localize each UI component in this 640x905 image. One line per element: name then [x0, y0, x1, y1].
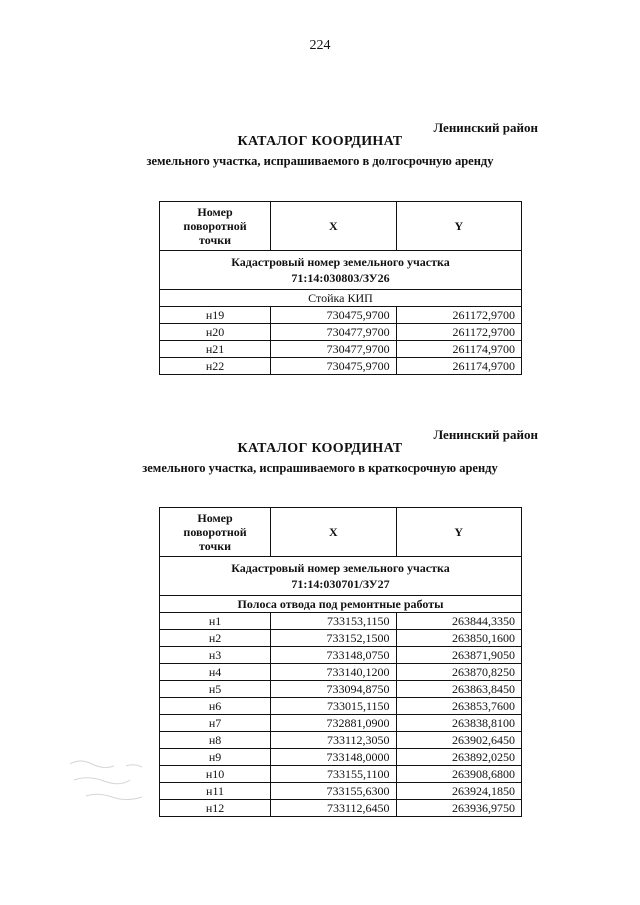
header-point-number: Номер поворотной точки [160, 202, 271, 251]
x-cell: 733155,1100 [271, 766, 396, 783]
x-cell: 733153,1150 [271, 613, 396, 630]
table-row [160, 630, 522, 647]
catalog-title: КАТАЛОГ КООРДИНАТ [237, 134, 403, 149]
point-cell: н19 [160, 307, 271, 324]
table-row [160, 647, 522, 664]
catalog-title: КАТАЛОГ КООРДИНАТ [237, 441, 403, 456]
x-cell: 730477,9700 [271, 324, 396, 341]
x-cell: 733112,6450 [271, 800, 396, 817]
y-cell: 263902,6450 [396, 732, 521, 749]
catalog-subtitle: земельного участка, испрашиваемого в долгосрочную аренду [146, 154, 494, 168]
y-cell: 261174,9700 [396, 341, 521, 358]
table-row [160, 732, 522, 749]
x-cell: 730475,9700 [271, 307, 396, 324]
point-cell: н1 [160, 613, 271, 630]
object-name-row [160, 290, 522, 307]
x-cell: 730475,9700 [271, 358, 396, 375]
point-cell: н12 [160, 800, 271, 817]
table-body [160, 613, 522, 817]
y-cell: 261172,9700 [396, 307, 521, 324]
catalog-subtitle: земельного участка, испрашиваемого в краткосрочную аренду [142, 461, 498, 475]
cadastral-label: Кадастровый номер земельного участка [231, 255, 450, 269]
table-row [160, 664, 522, 681]
object-name-row [160, 596, 522, 613]
table-row [160, 681, 522, 698]
coordinates-table-1 [159, 201, 522, 375]
y-cell: 263853,7600 [396, 698, 521, 715]
table-row [160, 358, 522, 375]
y-cell: 261174,9700 [396, 358, 521, 375]
table-row [160, 307, 522, 324]
district-label: Ленинский район [433, 120, 538, 135]
y-cell: 263871,9050 [396, 647, 521, 664]
cadastral-cell [160, 557, 522, 596]
table-row [160, 766, 522, 783]
y-cell: 263863,8450 [396, 681, 521, 698]
table-header-row [160, 202, 522, 251]
y-cell: 261172,9700 [396, 324, 521, 341]
faint-stamp-mark [66, 752, 176, 812]
point-cell: н9 [160, 749, 271, 766]
cadastral-row [160, 557, 522, 596]
header-y: Y [396, 508, 521, 557]
cadastral-cell [160, 251, 522, 290]
x-cell: 733015,1150 [271, 698, 396, 715]
point-cell: н21 [160, 341, 271, 358]
point-cell: н22 [160, 358, 271, 375]
y-cell: 263908,6800 [396, 766, 521, 783]
y-cell: 263870,8250 [396, 664, 521, 681]
x-cell: 733112,3050 [271, 732, 396, 749]
x-cell: 733155,6300 [271, 783, 396, 800]
point-cell: н10 [160, 766, 271, 783]
x-cell: 733148,0750 [271, 647, 396, 664]
header-y: Y [396, 202, 521, 251]
point-cell: н2 [160, 630, 271, 647]
point-cell: н11 [160, 783, 271, 800]
table-row [160, 800, 522, 817]
point-cell: н7 [160, 715, 271, 732]
y-cell: 263850,1600 [396, 630, 521, 647]
y-cell: 263936,9750 [396, 800, 521, 817]
point-cell: н8 [160, 732, 271, 749]
x-cell: 730477,9700 [271, 341, 396, 358]
x-cell: 733148,0000 [271, 749, 396, 766]
object-name: Полоса отвода под ремонтные работы [160, 596, 522, 613]
x-cell: 733140,1200 [271, 664, 396, 681]
page-number: 224 [309, 38, 331, 53]
header-x: X [271, 508, 396, 557]
y-cell: 263838,8100 [396, 715, 521, 732]
table-body [160, 307, 522, 375]
cadastral-row [160, 251, 522, 290]
table-header-row [160, 508, 522, 557]
point-cell: н6 [160, 698, 271, 715]
cadastral-number: 71:14:030701/ЗУ27 [291, 577, 390, 591]
x-cell: 733094,8750 [271, 681, 396, 698]
table-row [160, 698, 522, 715]
y-cell: 263844,3350 [396, 613, 521, 630]
table-row [160, 783, 522, 800]
header-point-number: Номер поворотной точки [160, 508, 271, 557]
x-cell: 732881,0900 [271, 715, 396, 732]
cadastral-number: 71:14:030803/ЗУ26 [291, 271, 390, 285]
point-cell: н3 [160, 647, 271, 664]
y-cell: 263924,1850 [396, 783, 521, 800]
header-x: X [271, 202, 396, 251]
point-cell: н4 [160, 664, 271, 681]
coordinates-table-2 [159, 507, 522, 817]
table-row [160, 341, 522, 358]
y-cell: 263892,0250 [396, 749, 521, 766]
table-row [160, 613, 522, 630]
point-cell: н20 [160, 324, 271, 341]
table-row [160, 749, 522, 766]
cadastral-label: Кадастровый номер земельного участка [231, 561, 450, 575]
table-row [160, 715, 522, 732]
table-row [160, 324, 522, 341]
x-cell: 733152,1500 [271, 630, 396, 647]
object-name: Стойка КИП [160, 290, 522, 307]
point-cell: н5 [160, 681, 271, 698]
district-label: Ленинский район [433, 427, 538, 442]
